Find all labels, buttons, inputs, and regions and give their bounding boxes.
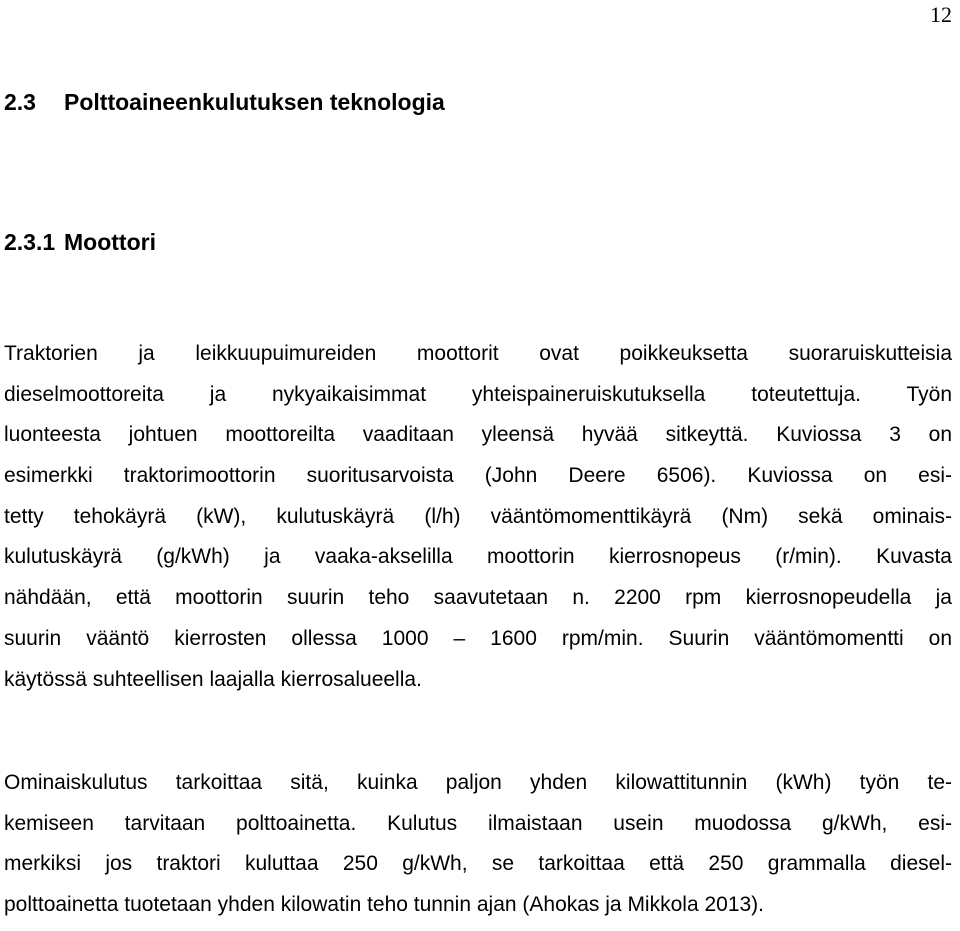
- subsection-title: Moottori: [64, 229, 156, 255]
- paragraph-line: dieselmoottoreita ja nykyaikaisimmat yhteispaineruiskutuksella toteutettuja. Työn: [4, 382, 952, 406]
- section-number: 2.3: [4, 89, 36, 115]
- body-paragraph-2: [4, 763, 952, 926]
- section-heading: [4, 88, 445, 116]
- paragraph-line: esimerkki traktorimoottorin suoritusarvoista (John Deere 6506). Kuviossa on esi-: [4, 464, 952, 488]
- paragraph-line: Traktorien ja leikkuupuimureiden moottorit ovat poikkeuksetta suoraruiskutteisia: [4, 342, 952, 365]
- paragraph-line: luonteesta johtuen moottoreilta vaaditaan yleensä hyvää sitkeyttä. Kuviossa 3 on: [4, 423, 952, 447]
- subsection-number: 2.3.1: [4, 229, 56, 255]
- paragraph-line: nähdään, että moottorin suurin teho saavutetaan n. 2200 rpm kierrosnopeudella ja: [4, 586, 952, 610]
- paragraph-line: suurin vääntö kierrosten ollessa 1000 – 1600 rpm/min. Suurin vääntömomentti on: [4, 626, 952, 650]
- paragraph-line: polttoainetta tuotetaan yhden kilowatin teho tunnin ajan (Ahokas ja Mikkola 2013).: [4, 893, 764, 917]
- paragraph-line: kulutuskäyrä (g/kWh) ja vaaka-akselilla moottorin kierrosnopeus (r/min). Kuvasta: [4, 545, 952, 569]
- subsection-heading: [4, 228, 156, 256]
- paragraph-line: Ominaiskulutus tarkoittaa sitä, kuinka paljon yhden kilowattitunnin (kWh) työn te-: [4, 771, 952, 794]
- body-paragraph-1: [4, 334, 952, 700]
- paragraph-line: kemiseen tarvitaan polttoainetta. Kulutus ilmaistaan usein muodossa g/kWh, esi-: [4, 811, 952, 835]
- paragraph-line: käytössä suhteellisen laajalla kierrosalueella.: [4, 667, 422, 691]
- paragraph-line: tetty tehokäyrä (kW), kulutuskäyrä (l/h) vääntömomenttikäyrä (Nm) sekä ominais-: [4, 504, 952, 528]
- section-title: Polttoaineenkulutuksen teknologia: [64, 89, 445, 115]
- page-number: 12: [930, 2, 952, 27]
- paragraph-line: merkiksi jos traktori kuluttaa 250 g/kWh, se tarkoittaa että 250 grammalla diesel-: [4, 852, 952, 876]
